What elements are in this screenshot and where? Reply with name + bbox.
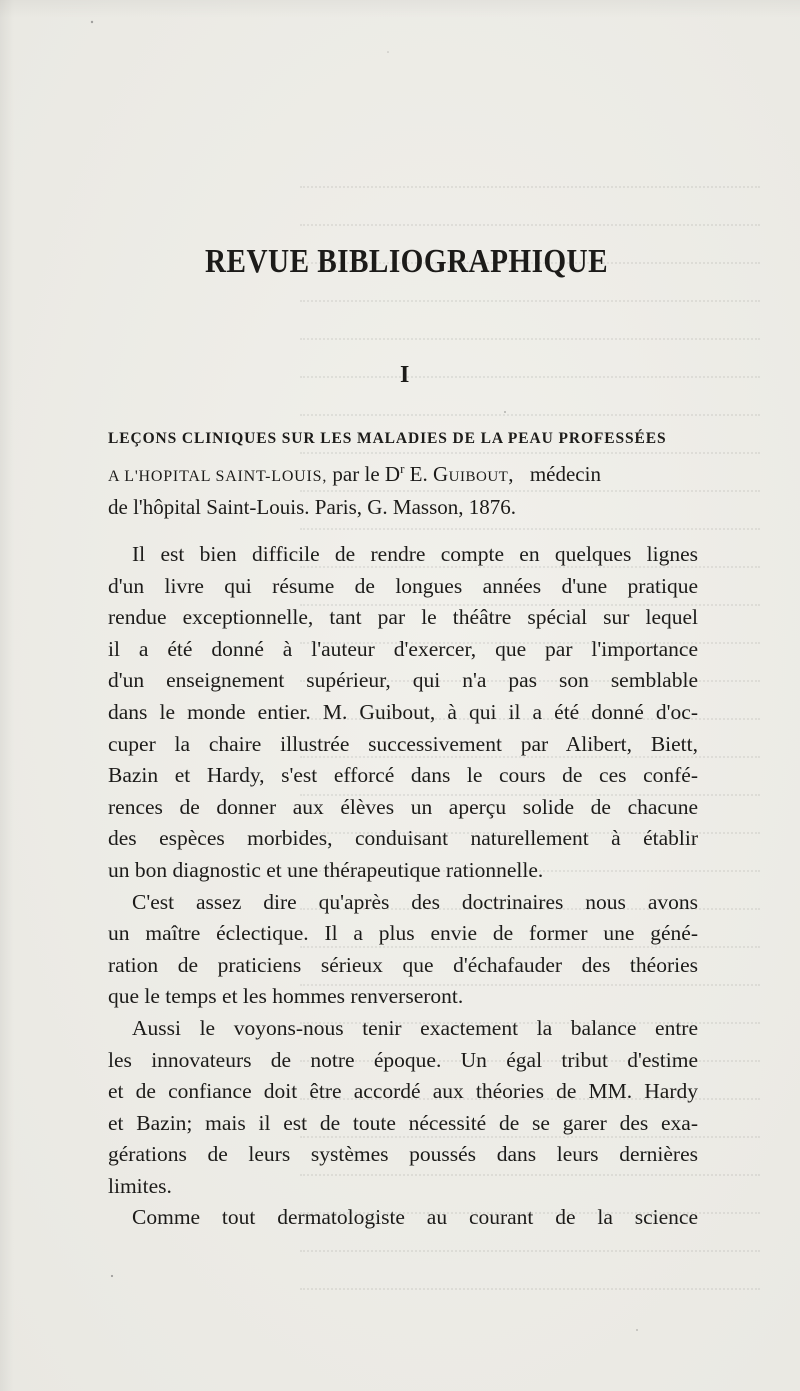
body-line: d'un livre qui résume de longues années d'une pratique — [108, 573, 698, 598]
body-line: que le temps et les hommes renverseront. — [108, 984, 464, 1009]
body-line: Bazin et Hardy, s'est efforcé dans le cours de ces confé- — [108, 763, 698, 788]
body-line: et Bazin; mais il est de toute nécessité de se garer des exa- — [108, 1110, 698, 1135]
body-line: rences de donner aux élèves un aperçu solide de chacune — [108, 794, 698, 819]
body-line: les innovateurs de notre époque. Un égal tribut d'estime — [108, 1047, 698, 1072]
body-line: rendue exceptionnelle, tant par le théâtre spécial sur lequel — [108, 605, 698, 630]
heading-author: Guibout, — [432, 462, 515, 486]
body-line: cuper la chaire illustrée successivement par Alibert, Biett, — [108, 731, 698, 756]
body-line: d'un enseignement supérieur, qui n'a pas son semblable — [108, 668, 698, 693]
heading-initial: E. — [409, 462, 433, 486]
heading-sup: r — [400, 461, 405, 476]
body-line: un bon diagnostic et une thérapeutique rationnelle. — [108, 857, 544, 882]
body-line: et de confiance doit être accordé aux théories de MM. Hardy — [108, 1079, 698, 1104]
body-line: Il est bien difficile de rendre compte en quelques lignes — [132, 542, 698, 566]
article-heading — [108, 424, 698, 522]
body-line: limites. — [108, 1173, 172, 1198]
heading-line-2 — [108, 454, 698, 492]
body-text — [108, 539, 698, 1234]
body-line: dans le monde entier. M. Guibout, à qui il a été donné d'oc- — [108, 699, 698, 724]
heading-hospital: A L'HOPITAL SAINT-LOUIS, — [108, 468, 328, 485]
body-line: il a été donné à l'auteur d'exercer, que par l'importance — [108, 636, 698, 661]
body-line: un maître éclectique. Il a plus envie de former une géné- — [108, 921, 698, 946]
body-line: gérations de leurs systèmes poussés dans leurs dernières — [108, 1142, 698, 1167]
heading-line-3: de l'hôpital Saint-Louis. Paris, G. Masson, 1876. — [108, 495, 517, 519]
body-line: ration de praticiens sérieux que d'échafauder des théories — [108, 952, 698, 977]
body-line: C'est assez dire qu'après des doctrinaires nous avons — [132, 889, 698, 914]
body-line: Aussi le voyons-nous tenir exactement la balance entre — [132, 1015, 698, 1040]
heading-par: par le D — [332, 462, 401, 486]
heading-line-1: LEÇONS CLINIQUES SUR LES MALADIES DE LA PEAU PROFESSÉES — [108, 430, 667, 447]
body-line: des espèces morbides, conduisant naturellement à établir — [108, 826, 698, 851]
body-line: Comme tout dermatologiste au courant de la science — [132, 1205, 698, 1230]
heading-role: médecin — [529, 462, 601, 486]
page-title: REVUE BIBLIOGRAPHIQUE — [205, 243, 609, 280]
section-number: I — [400, 362, 410, 388]
